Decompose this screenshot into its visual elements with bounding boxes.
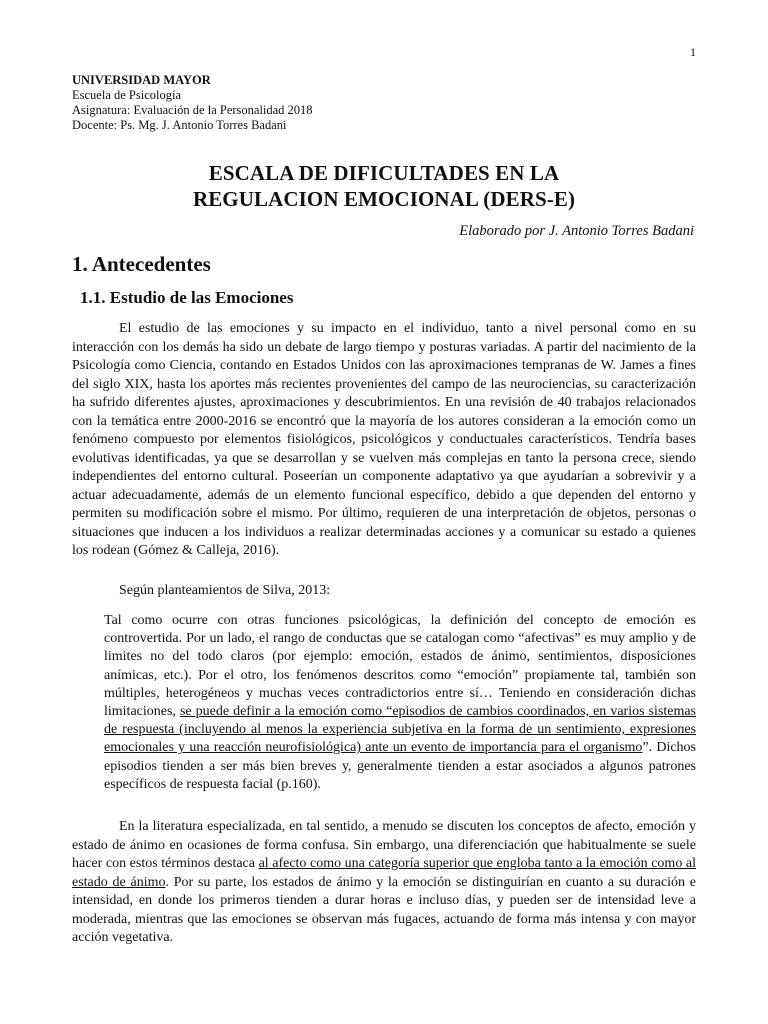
block-quote [104,612,696,794]
page-number: 1 [690,45,696,59]
quote-text-before: Tal como ocurre con otras funciones psicológicas, la definición del concepto de emoción es controvertida. Por un lado, el rango de conductas que se catalogan como “afectivas” es muy amplio y de limites no del todo claros (por ejemplo: emoción, estados de ánimo, sentimientos, disposiciones anímicas, etc.). Por el otro, los fenómenos descritos como “emoción” propiamente tal, también son múltiples, heterogéneos y muchas veces contradictorios entre sí… Teniendo en consideración dichas limitaciones, [104,613,696,720]
section-heading: 1. Antecedentes [72,252,211,276]
subject-line: Asignatura: Evaluación de la Personalidad 2018 [72,103,313,117]
school-name: Escuela de Psicología [72,88,181,102]
body-paragraph-2: Según planteamientos de Silva, 2013: [119,583,331,598]
document-header [72,73,313,133]
title-line-1: ESCALA DE DIFICULTADES EN LA [208,161,560,185]
university-name: UNIVERSIDAD MAYOR [72,73,211,87]
subsection-heading: 1.1. Estudio de las Emociones [80,288,294,307]
paragraph3-underlined: al afecto como una categoría superior que engloba tanto a la emoción como al estado de ánimo [72,856,696,890]
paragraph3-text-before: En la literatura especializada, en tal sentido, a menudo se discuten los conceptos de afecto, emoción y estado de ánimo en ocasiones de forma confusa. Sin embargo, una diferenciación que habitualmente se suele hacer con estos términos destaca [72,819,696,871]
quote-underlined-definition: se puede definir a la emoción como “episodios de cambios coordinados, en varios sistemas de respuesta (incluyendo al menos la experiencia subjetiva en la forma de un sentimiento, expresiones emocionales y una reacción neurofisiológica) ante un evento de importancia para el organismo [104,704,696,756]
body-paragraph-3 [72,818,696,948]
quote-text-after: ”. Dichos episodios tienden a ser más bien breves y, generalmente tienden a estar asociados a algunos patrones específicos de respuesta facial (p.160). [104,740,696,792]
document-title [72,160,696,212]
paragraph3-text-after: . Por su parte, los estados de ánimo y la emoción se distinguirían en cuanto a su duración e intensidad, en donde los primeros tienden a durar horas e incluso días, y pueden ser de intensidad leve a moderada, mientras que las emociones se observan más fugaces, actuando de forma más intensa y con mayor acción vegetativa. [72,874,696,945]
teacher-line: Docente: Ps. Mg. J. Antonio Torres Badani [72,118,287,132]
body-paragraph-1: El estudio de las emociones y su impacto en el individuo, tanto a nivel personal como en su interacción con los demás ha sido un debate de largo tiempo y posturas variadas. A partir del nacimiento de la Psicología como Ciencia, contando en Estados Unidos con las aproximaciones tempranas de W. James a fines del siglo XIX, hasta los aportes más recientes provenientes del campo de las neurociencias, su caracterización ha sufrido diferentes ajustes, aproximaciones y descubrimientos. En una revisión de 40 trabajos relacionados con la temática entre 2000-2016 se encontró que la mayoría de los autores consideran a la emoción como un fenómeno compuesto por elementos fisiológicos, psicológicos y conductuales característicos. Tendría bases evolutivas identificadas, ya que se desarrollan y se vuelven más complejas en tanto la persona crece, siendo independientes del entorno cultural. Poseerían un componente adaptativo ya que ayudarían a sobrevivir y a actuar adecuadamente, además de un elemento funcional específico, debido a que dependen del entorno y permiten su modificación sobre el mismo. Por último, requieren de una interpretación de objetos, personas o situaciones que inducen a los individuos a realizar determinadas acciones y a comunicar su estado a quienes los rodean (Gómez & Calleja, 2016). [72,321,696,558]
author-line: Elaborado por J. Antonio Torres Badani [459,223,694,239]
title-line-2: REGULACION EMOCIONAL (DERS-E) [192,187,576,211]
